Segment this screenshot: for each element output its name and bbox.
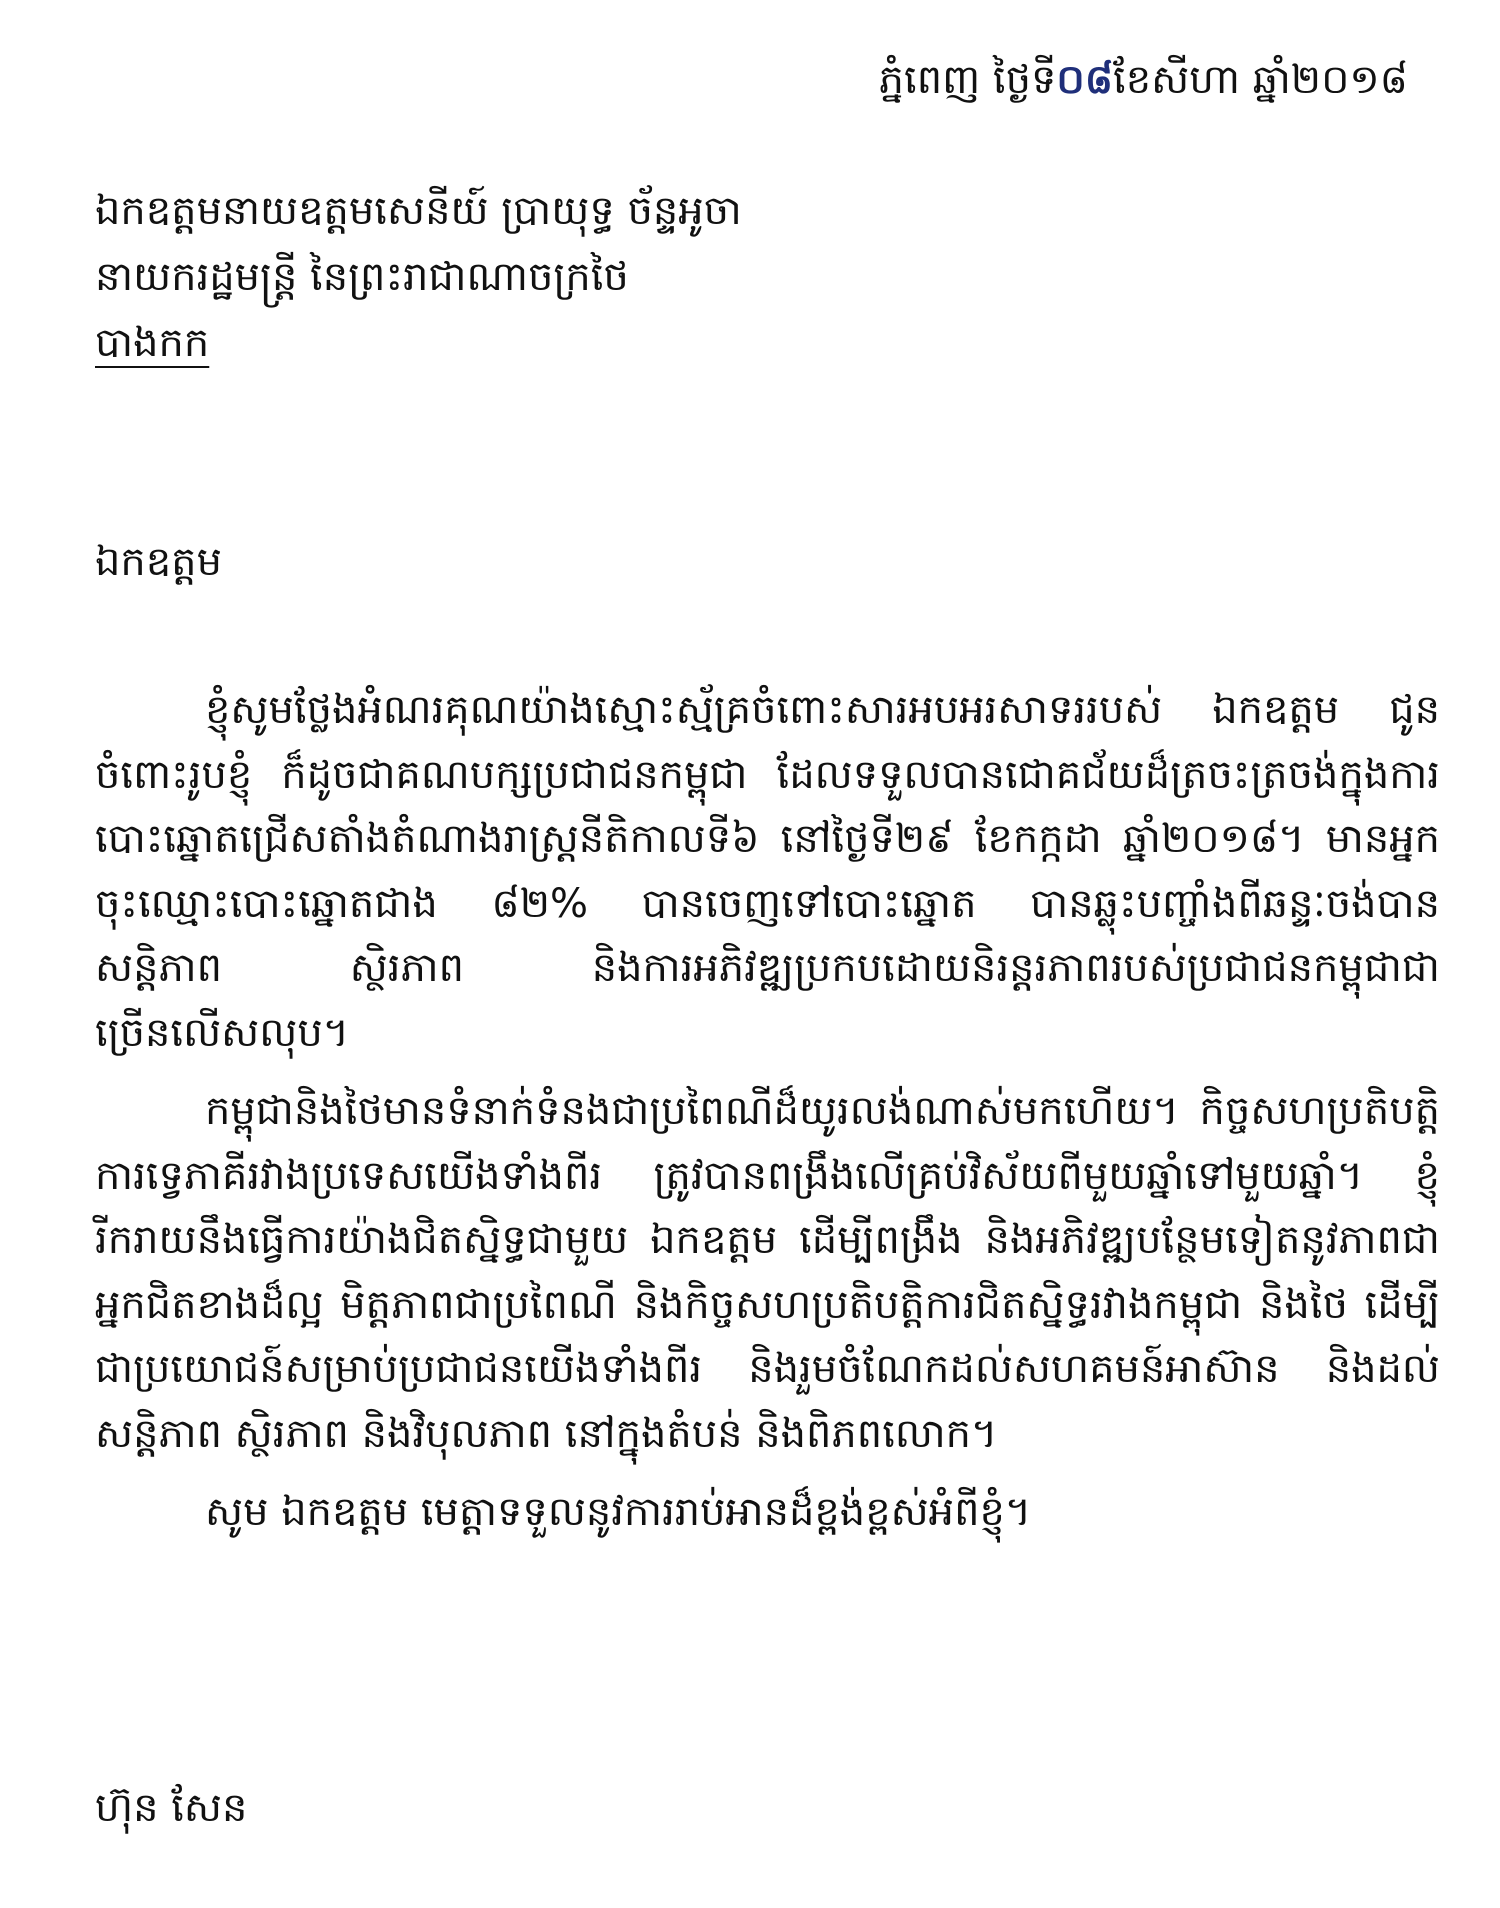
signature-name: ហ៊ុន សែន (95, 1785, 248, 1831)
body-paragraph-1: ខ្ញុំសូមថ្លែងអំណរគុណយ៉ាងស្មោះស្ម័គ្រចំពោះសារអបអរសាទររបស់ ឯកឧត្តម ជូនចំពោះរូបខ្ញុំ ក៏ដូចជាគណបក្សប្រជាជនកម្ពុជា ដែលទទួលបានជោគជ័យដ៏ត្រចះត្រចង់ក្នុងការបោះឆ្នោតជ្រើសតាំងតំណាងរាស្ត្រនីតិកាលទី៦ នៅថ្ងៃទី២៩ ខែកក្កដា ឆ្នាំ២០១៨។ មានអ្នកចុះឈ្មោះបោះឆ្នោតជាង ៨២% បានចេញទៅបោះឆ្នោត បានឆ្លុះបញ្ចាំងពីឆន្ទៈចង់បានសន្តិភាព ស្ថិរភាព និងការអភិវឌ្ឍប្រកបដោយនិរន្តរភាពរបស់ប្រជាជនកម្ពុជាជាច្រើនលើសលុប។ (95, 687, 1440, 1056)
date-suffix: ខែសីហា ឆ្នាំ២០១៨ (1113, 57, 1408, 103)
date-day-handwritten: ០៨ (1056, 57, 1114, 103)
addressee-city: បាងកក (95, 320, 210, 366)
addressee-block (95, 178, 742, 376)
body-paragraph-2: កម្ពុជានិងថៃមានទំនាក់ទំនងជាប្រពៃណីដ៏យូរលង់ណាស់មកហើយ។ កិច្ចសហប្រតិបត្តិការទ្វេភាគីរវាងប្រទេសយើងទាំងពីរ ត្រូវបានពង្រឹងលើគ្រប់វិស័យពីមួយឆ្នាំទៅមួយឆ្នាំ។ ខ្ញុំរីករាយនឹងធ្វើការយ៉ាងជិតស្និទ្ធជាមួយ ឯកឧត្តម ដើម្បីពង្រឹង និងអភិវឌ្ឍបន្ថែមទៀតនូវភាពជាអ្នកជិតខាងដ៏ល្អ មិត្តភាពជាប្រពៃណី និងកិច្ចសហប្រតិបត្តិការជិតស្និទ្ធរវាងកម្ពុជា និងថៃ ដើម្បីជាប្រយោជន៍សម្រាប់ប្រជាជនយើងទាំងពីរ និងរួមចំណែកដល់សហគមន៍អាស៊ាន និងដល់សន្តិភាព ស្ថិរភាព និងវិបុលភាព នៅក្នុងតំបន់ និងពិភពលោក។ (95, 1088, 1440, 1457)
place-and-date (879, 50, 1408, 110)
closing-paragraph: សូម ឯកឧត្តម មេត្តាទទួលនូវការរាប់អានដ៏ខ្ពង់ខ្ពស់អំពីខ្ញុំ។ (205, 1489, 1032, 1535)
addressee-title: នាយករដ្ឋមន្ត្រី នៃព្រះរាជាណាចក្រថៃ (95, 254, 629, 300)
letter-body (95, 678, 1440, 1559)
salutation: ឯកឧត្តម (95, 539, 222, 585)
addressee-name: ឯកឧត្តមនាយឧត្តមសេនីយ៍ ប្រាយុទ្ធ ច័ន្ទអូចា (95, 188, 742, 234)
date-prefix: ភ្នំពេញ ថ្ងៃទី (878, 57, 1057, 103)
